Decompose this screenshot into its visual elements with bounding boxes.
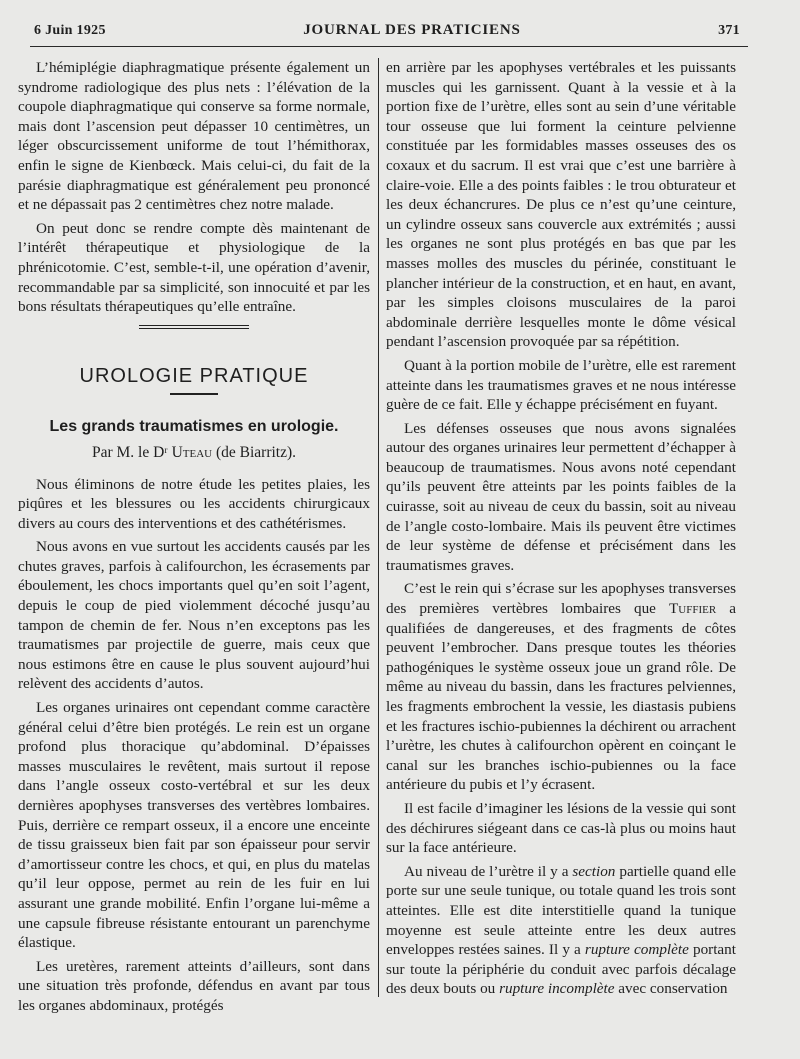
paragraph-text: partielle quand elle porte sur une seule tunique, ou totale quand les trois sont atteintes. Elle est dite interstitielle quand la tunique moyenne est seule atteinte entre les deux autres enveloppes restées saines. Il y a [386,862,736,959]
article-title: Les grands traumatismes en urologie. [49,418,339,436]
author-name: Tuffier [668,600,717,618]
paragraph [386,579,736,795]
byline-prefix: Par M. le Dʳ [91,443,168,461]
paragraph: Il est facile d’imaginer les lésions de la vessie qui sont des déchirures siégeant dans ce cas-là plus ou moins haut sur la face antérieure. [386,799,736,857]
page-number: 371 [718,23,740,38]
paragraph [386,862,736,999]
paragraph: en arrière par les apophyses vertébrales et les puissants muscles qui les garnissent. Quant à la vessie et à la portion fixe de l’urètre, elles sont au sein d’une véritable tour osseuse que lui forment la ceinture pelvienne constituée par les formidables masses osseuses des os coxaux et du sacrum. Il est vrai que c’est une barrière à claire-voie. Elle a des points faibles : le trou obturateur et les deux échancrures. De plus ce n’est qu’une ceinture, un cylindre osseux sans couvercle aux extrémités ; aussi les organes ne sont plus protégés en bas que par les masses molles des muscles du périnée, constituant le plancher intérieur de la construction, et en haut, en avant, par les simples cloisons musculaires de la paroi abdominale derrière lesquelles monte le dôme vésical pendant l’ascension provoquée par sa répétition. [386,59,736,351]
journal-title: JOURNAL DES PRATICIENS [303,22,521,38]
paragraph-text: avec conservation [618,980,728,998]
right-column [386,58,736,1003]
header-rule [30,46,748,47]
paragraph: On peut donc se rendre compte dès maintenant de l’intérêt thérapeutique et physiologique de la phrénicotomie. C’est, semble-t-il, une opération d’avenir, recommandable par sa simplicité, son innocuité et par les bons résultats thérapeutiques qu’elle entraîne. [18,219,370,316]
paragraph-text: portant sur toute la périphérie du conduit avec parfois décalage des deux bouts ou [386,941,736,998]
emphasis-term: section [572,862,616,880]
byline [18,443,370,463]
paragraph: Les uretères, rarement atteints d’ailleurs, sont dans une situation très profonde, défendus en avant par tous les organes abdominaux, protégés [18,957,370,1014]
header-date: 6 Juin 1925 [34,23,106,38]
section-title: UROLOGIE PRATIQUE [79,364,309,387]
paragraph: Nous avons en vue surtout les accidents causés par les chutes graves, parfois à califourchon, les écrasements par éboulement, les chocs importants quel qu’en soit l’agent, depuis le coup de pied violemment décoché jusqu’au tampon de chemin de fer. Nous n’en exceptons pas les traumatismes par projectile de guerre, mais ceux que nous estimons être en cause le plus souvent aujourd’hui relèvent des accidents d’autos. [18,538,370,693]
emphasis-term: rupture incomplète [499,980,615,998]
double-rule-divider [139,325,249,329]
paragraph: Quant à la portion mobile de l’urètre, elle est rarement atteinte dans les traumatismes graves et ne nous intéresse guère de ce fait. Elle y échappe précisément en fuyant. [386,356,736,414]
emphasis-term: rupture complète [584,941,689,959]
paragraph-text: C’est le rein qui s’écrase sur les apophyses transverses des premières vertèbres lombaires que [386,580,736,618]
left-column [18,58,370,1020]
page-header [34,22,740,44]
paragraph: Les organes urinaires ont cependant comme caractère général celui d’être bien protégés. Le rein est un organe profond plus thoracique qu’abdominal. D’épaisses masses musculaires le revêtent, mais surtout il repose dans l’angle osseux costo-vertébral et sur les deux dernières apophyses transverses des vertèbres lombaires. Puis, derrière ce rempart osseux, il a encore une enceinte de tissu graisseux bien fait par son épaisseur pour servir d’amortisseur contre les chocs, et qui, en plus du matelas qu’il leur oppose, permet au rein de les fuir en lui assurant une grande mobilité. Enfin l’organe lui-même a une capsule fibreuse résistante entourant un parenchyme élastique. [18,699,370,952]
byline-author: Uteau [171,443,213,461]
section-title-rule [170,393,218,395]
byline-suffix: (de Biarritz). [215,443,297,461]
paragraph-text: a qualifiées de dangereuses, et des fragments de côtes peuvent l’embrocher. Dans presque toutes les théories pathogéniques le système osseux joue un grand rôle. De même au niveau du bassin, dans les fractures pelviennes, les fragments embrochent la vessie, les diastasis pubiens et les fractures ischio-pubiennes la déchirent ou arrachent l’urètre, les chutes à califourchon opèrent en coinçant le canal sur les branches ischio-pubiennes ou la face antérieure du pubis et l’y écrasent. [386,600,736,794]
paragraph: Les défenses osseuses que nous avons signalées autour des organes urinaires leur permettent d’échapper à beaucoup de traumatismes. Nous avons noté cependant qu’ils peuvent être atteints par les points faibles de la cuirasse, soit au niveau de ceux du bassin, soit au niveau de l’angle costo-lombaire. Mais ils peuvent être victimes de leur système de défense et précisément dans les traumatismes graves. [386,419,736,574]
column-divider [378,58,379,997]
paragraph: Nous éliminons de notre étude les petites plaies, les piqûres et les blessures ou les accidents chirurgicaux divers au cours des interventions et des cathétérismes. [18,475,370,532]
paragraph-text: Au niveau de l’urètre il y a [404,862,569,880]
paragraph: L’hémiplégie diaphragmatique présente également un syndrome radiologique des plus nets : l’élévation de la coupole diaphragmatique qui conserve sa forme normale, mais dont l’ascension peut dépasser 10 centimètres, un léger obscurcissement uniforme de tout l’hémithorax, enfin le signe de Kienbœck. Mais celui-ci, du fait de la parésie diaphragmatique est généralement peu prononcé et ne dépassait pas 2 centimètres chez notre malade. [18,59,370,214]
